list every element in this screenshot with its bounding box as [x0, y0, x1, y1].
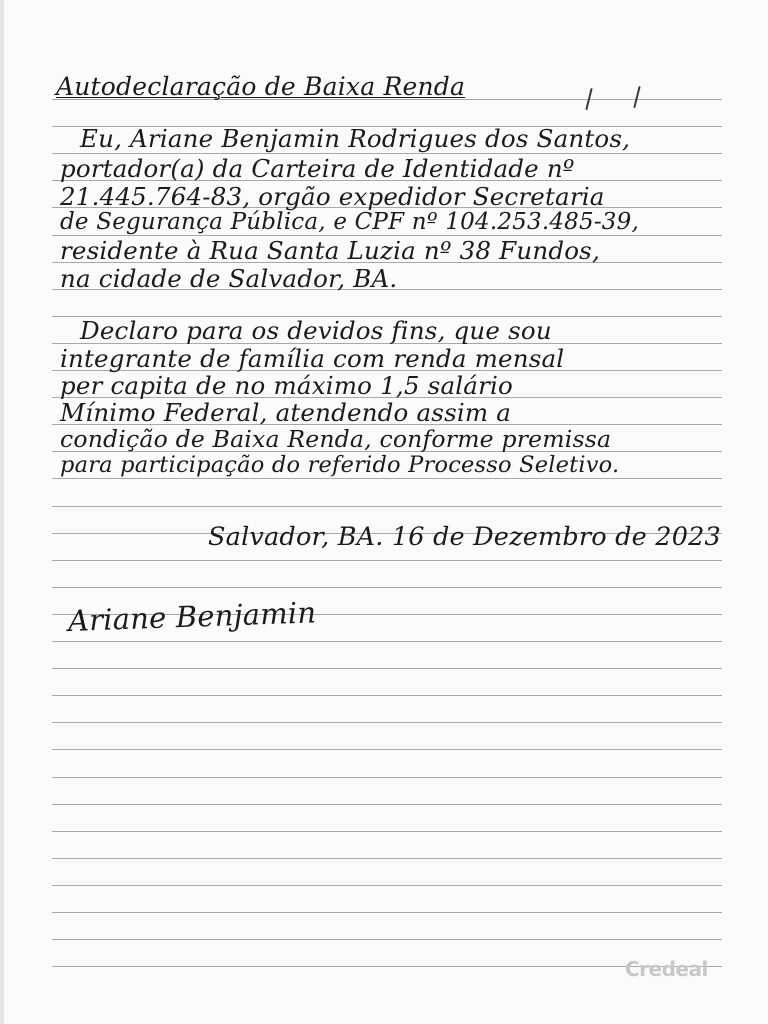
page-edge — [0, 0, 4, 1024]
paragraph-1-line: Eu, Ariane Benjamin Rodrigues dos Santos, — [80, 124, 631, 153]
ruled-line — [52, 695, 722, 696]
paragraph-1-line: residente à Rua Santa Luzia nº 38 Fundos, — [60, 236, 600, 265]
ruled-line — [52, 912, 722, 913]
ruled-line — [52, 804, 722, 805]
place-and-date: Salvador, BA. 16 de Dezembro de 2023 — [208, 522, 721, 552]
ruled-line — [52, 777, 722, 778]
ruled-line — [52, 749, 722, 750]
paragraph-2-line: integrante de família com renda mensal — [60, 344, 565, 373]
document-title: Autodeclaração de Baixa Renda — [56, 72, 466, 101]
ruled-line — [52, 939, 722, 940]
ruled-line — [52, 478, 722, 479]
ruled-line — [52, 560, 722, 561]
paragraph-1-line: de Segurança Pública, e CPF nº 104.253.485-39, — [60, 209, 639, 235]
ruled-line — [52, 587, 722, 588]
paragraph-2-line: para participação do referido Processo Seletivo. — [60, 452, 620, 478]
paragraph-2-line: per capita de no máximo 1,5 salário — [60, 371, 513, 400]
paragraph-1-line: na cidade de Salvador, BA. — [60, 264, 398, 293]
signature: Ariane Benjamin — [67, 595, 317, 638]
paragraph-1-line: portador(a) da Carteira de Identidade nº — [60, 154, 575, 183]
ruled-line — [52, 722, 722, 723]
ruled-line — [52, 506, 722, 507]
ruled-line — [52, 966, 722, 967]
ruled-line — [52, 831, 722, 832]
ruled-line — [52, 858, 722, 859]
brand-logo: Credeal — [625, 957, 708, 981]
ruled-line — [52, 641, 722, 642]
ruled-line — [52, 668, 722, 669]
paragraph-1-line: 21.445.764-83, orgão expedidor Secretaria — [60, 182, 605, 211]
paragraph-2-line: Declaro para os devidos fins, que sou — [80, 316, 552, 345]
paragraph-2-line: Mínimo Federal, atendendo assim a — [60, 398, 512, 427]
ruled-line — [52, 885, 722, 886]
paragraph-2-line: condição de Baixa Renda, conforme premissa — [60, 425, 612, 453]
